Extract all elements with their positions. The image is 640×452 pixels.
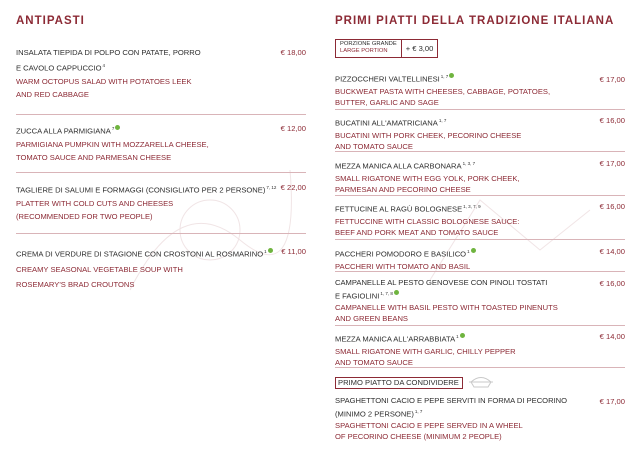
item-name-cont: E CAVOLO CAPPUCCIO	[16, 63, 102, 73]
item-name: TAGLIERE DI SALUMI E FORMAGGI (CONSIGLIATO PER 2 PERSONE)	[16, 185, 266, 195]
vegetarian-icon	[394, 290, 399, 295]
portion-label-en: LARGE PORTION	[340, 48, 388, 54]
allergen-codes: 1, 7	[438, 118, 447, 123]
divider	[335, 151, 625, 152]
menu-item	[16, 122, 306, 164]
menu-item	[335, 245, 625, 272]
menu-item	[335, 157, 625, 195]
item-price: € 17,00	[599, 397, 625, 406]
menu-item	[16, 181, 306, 223]
item-translation: BUCKWEAT PASTA WITH CHEESES, CABBAGE, POTATOES,	[335, 86, 551, 96]
item-translation: PACCHERI WITH TOMATO AND BASIL	[335, 261, 471, 271]
vegetarian-icon	[115, 125, 120, 130]
item-name: MEZZA MANICA ALL'ARRABBIATA	[335, 334, 456, 344]
vegetarian-icon	[471, 248, 476, 253]
item-price: € 16,00	[599, 116, 625, 125]
allergen-codes: 1, 7	[440, 74, 449, 79]
item-translation: BEEF AND PORK MEAT AND TOMATO SAUCE	[335, 227, 499, 237]
item-translation: AND GREEN BEANS	[335, 313, 409, 323]
item-name-cont: E FAGIOLINI	[335, 291, 380, 301]
item-name: MEZZA MANICA ALLA CARBONARA	[335, 161, 462, 171]
divider	[335, 367, 625, 368]
portion-label	[336, 40, 402, 57]
allergen-codes: 1	[264, 249, 267, 254]
menu-item	[335, 330, 625, 368]
menu-item	[335, 395, 625, 442]
allergen-codes: 1, 3, 7, 9	[463, 204, 481, 209]
divider	[335, 325, 625, 326]
item-translation: BUTTER, GARLIC AND SAGE	[335, 97, 439, 107]
item-price: € 11,00	[281, 247, 306, 256]
item-translation: AND RED CABBAGE	[16, 89, 90, 99]
item-translation: PARMIGIANA PUMPKIN WITH MOZZARELLA CHEESE,	[16, 139, 209, 149]
item-price: € 17,00	[599, 75, 625, 84]
item-price: € 16,00	[599, 279, 625, 288]
divider	[335, 109, 625, 110]
item-name: ZUCCA ALLA PARMIGIANA	[16, 126, 111, 136]
primi-title: PRIMI PIATTI DELLA TRADIZIONE ITALIANA	[335, 15, 615, 27]
antipasti-title: ANTIPASTI	[16, 15, 85, 27]
item-translation: CAMPANELLE WITH BASIL PESTO WITH TOASTED PINENUTS	[335, 302, 558, 312]
portion-label-it: PORZIONE GRANDE	[340, 41, 397, 47]
item-name: PACCHERI POMODORO E BASILICO	[335, 249, 467, 259]
item-name: CREMA DI VERDURE DI STAGIONE CON CROSTONI AL ROSMARINO	[16, 249, 264, 259]
divider	[16, 114, 306, 115]
item-price: € 17,00	[599, 159, 625, 168]
divider	[16, 233, 306, 234]
item-price: € 16,00	[599, 202, 625, 211]
menu-item	[16, 46, 306, 101]
item-name: SPAGHETTONI CACIO E PEPE SERVITI IN FORMA DI PECORINO	[335, 396, 568, 405]
item-name: CAMPANELLE AL PESTO GENOVESE CON PINOLI TOSTATI	[335, 278, 548, 287]
divider	[16, 172, 306, 173]
allergen-codes: 1, 7	[414, 409, 423, 414]
item-translation: FETTUCCINE WITH CLASSIC BOLOGNESE SAUCE:	[335, 216, 520, 226]
item-price: € 22,00	[280, 183, 306, 192]
menu-item	[335, 277, 625, 324]
item-translation: WARM OCTOPUS SALAD WITH POTATOES LEEK	[16, 76, 192, 86]
pot-icon	[468, 375, 494, 389]
divider	[335, 239, 625, 240]
item-translation: AND TOMATO SAUCE	[335, 357, 413, 367]
item-translation: TOMATO SAUCE AND PARMESAN CHEESE	[16, 152, 172, 162]
item-translation: SMALL RIGATONE WITH EGG YOLK, PORK CHEEK,	[335, 173, 520, 183]
menu-item	[335, 70, 625, 108]
share-dish-label: PRIMO PIATTO DA CONDIVIDERE	[335, 377, 463, 389]
divider	[335, 195, 625, 196]
allergen-codes: 1, 3, 7	[462, 161, 476, 166]
item-price: € 18,00	[280, 48, 306, 57]
item-name: INSALATA TIEPIDA DI POLPO CON PATATE, PORRO	[16, 48, 201, 57]
vegetarian-icon	[268, 248, 273, 253]
menu-item	[16, 245, 306, 291]
item-translation: (RECOMMENDED FOR TWO PEOPLE)	[16, 211, 153, 221]
portion-price: + € 3,00	[405, 44, 434, 53]
divider	[335, 271, 625, 272]
item-price: € 14,00	[599, 332, 625, 341]
item-translation: BUCATINI WITH PORK CHEEK, PECORINO CHEESE	[335, 130, 522, 140]
item-translation: AND TOMATO SAUCE	[335, 141, 413, 151]
item-translation: SPAGHETTONI CACIO E PEPE SERVED IN A WHEEL	[335, 420, 523, 430]
item-translation: CREAMY SEASONAL VEGETABLE SOUP WITH	[16, 264, 183, 274]
item-price: € 12,00	[280, 124, 306, 133]
allergen-codes: 4	[102, 63, 106, 68]
antipasti-section	[16, 0, 306, 452]
item-translation: SMALL RIGATONE WITH GARLIC, CHILLY PEPPER	[335, 346, 516, 356]
menu-item	[335, 114, 625, 152]
item-translation: PARMESAN AND PECORINO CHEESE	[335, 184, 471, 194]
vegetarian-icon	[449, 73, 454, 78]
allergen-codes: 1, 7, 8	[380, 291, 393, 296]
vegetarian-icon	[460, 333, 465, 338]
allergen-codes: 1	[467, 249, 470, 254]
allergen-codes: 1	[456, 334, 459, 339]
primi-section	[335, 0, 625, 452]
item-translation: PLATTER WITH COLD CUTS AND CHEESES	[16, 198, 174, 208]
item-price: € 14,00	[599, 247, 625, 256]
item-name: PIZZOCCHERI VALTELLINESI	[335, 74, 440, 84]
allergen-codes: 7	[111, 126, 115, 131]
item-name-cont: (MINIMO 2 PERSONE)	[335, 409, 414, 419]
large-portion-box	[335, 39, 438, 58]
menu-item	[335, 200, 625, 238]
item-translation: ROSEMARY'S BRAD CROUTONS	[16, 279, 135, 289]
allergen-codes: 7, 12	[266, 185, 277, 190]
item-name: FETTUCINE AL RAGÙ BOLOGNESE	[335, 204, 463, 214]
item-name: BUCATINI ALL'AMATRICIANA	[335, 118, 438, 128]
item-translation: OF PECORINO CHEESE (MINIMUM 2 PEOPLE)	[335, 431, 502, 441]
